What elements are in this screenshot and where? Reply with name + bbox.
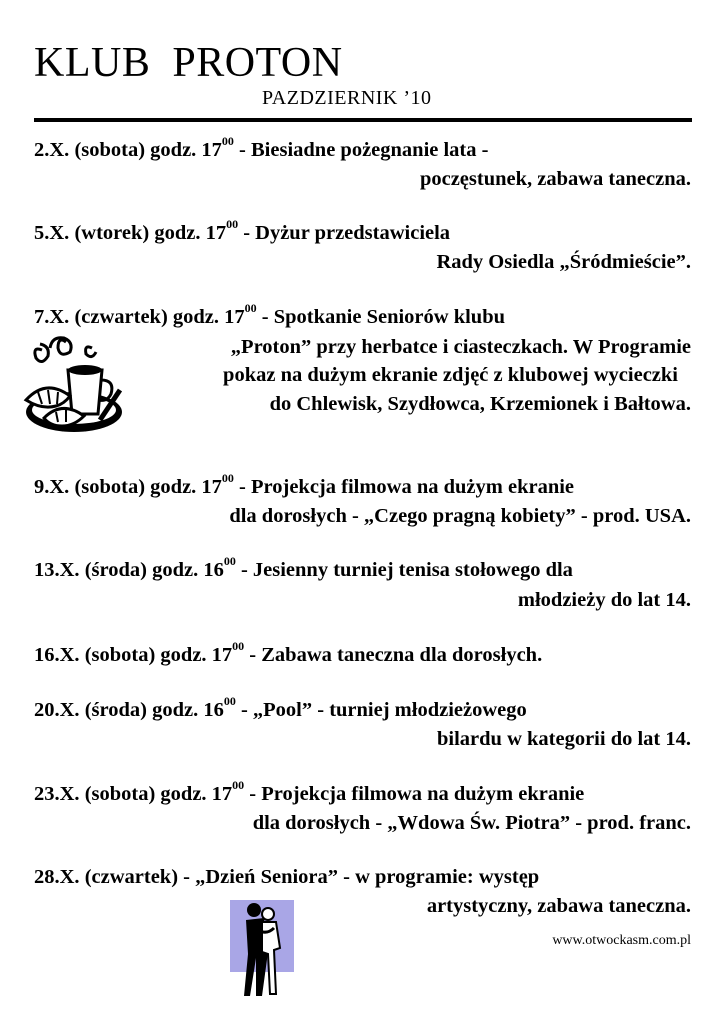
event-line: do Chlewisk, Szydłowca, Krzemionek i Bałtowa. — [269, 393, 691, 415]
dancing-couple-icon — [230, 898, 294, 998]
event-line: młodzieży do lat 14. — [517, 589, 691, 611]
event-line: 7.X. (czwartek) godz. $17^{00}$ - Spotkanie Seniorów klubu — [34, 301, 506, 328]
event-line: 23.X. (sobota) godz. $17^{00}$ - Projekcja filmowa na dużym ekranie — [34, 778, 585, 805]
event-line: dla dorosłych - „Czego pragną kobiety” - prod. USA. — [229, 505, 691, 527]
event-line: 2.X. (sobota) godz. $17^{00}$ - Biesiadne pożegnanie lata - — [34, 134, 489, 161]
event-line: Rady Osiedla „Śródmieście”. — [436, 251, 691, 273]
tea-cup-and-croissants-icon — [20, 330, 128, 436]
event-line: „Proton” przy herbatce i ciasteczkach. W Programie — [230, 336, 691, 358]
event-line: poczęstunek, zabawa taneczna. — [419, 168, 691, 190]
event-line: 5.X. (wtorek) godz. $17^{00}$ - Dyżur przedstawiciela — [34, 217, 451, 244]
event-line: pokaz na dużym ekranie zdjęć z klubowej wycieczki — [223, 364, 678, 386]
page-subtitle: PAZDZIERNIK ’10 — [262, 87, 432, 109]
event-line: dla dorosłych - „Wdowa Św. Piotra” - prod. franc. — [252, 812, 691, 834]
event-line: 28.X. (czwartek) - „Dzień Seniora” - w programie: występ — [34, 866, 540, 888]
page-title: KLUB PROTON — [34, 40, 343, 86]
event-line: 9.X. (sobota) godz. $17^{00}$ - Projekcja filmowa na dużym ekranie — [34, 471, 575, 498]
event-line: artystyczny, zabawa taneczna. — [426, 895, 691, 917]
event-line: 16.X. (sobota) godz. $17^{00}$ - Zabawa taneczna dla dorosłych. — [34, 639, 543, 666]
event-line: 13.X. (środa) godz. $16^{00}$ - Jesienny turniej tenisa stołowego dla — [34, 554, 573, 581]
header-divider — [34, 118, 692, 122]
footer-url[interactable]: www.otwockasm.com.pl — [552, 933, 691, 948]
event-line: 20.X. (środa) godz. $16^{00}$ - „Pool” - turniej młodzieżowego — [34, 694, 527, 721]
event-line: bilardu w kategorii do lat 14. — [437, 728, 691, 750]
